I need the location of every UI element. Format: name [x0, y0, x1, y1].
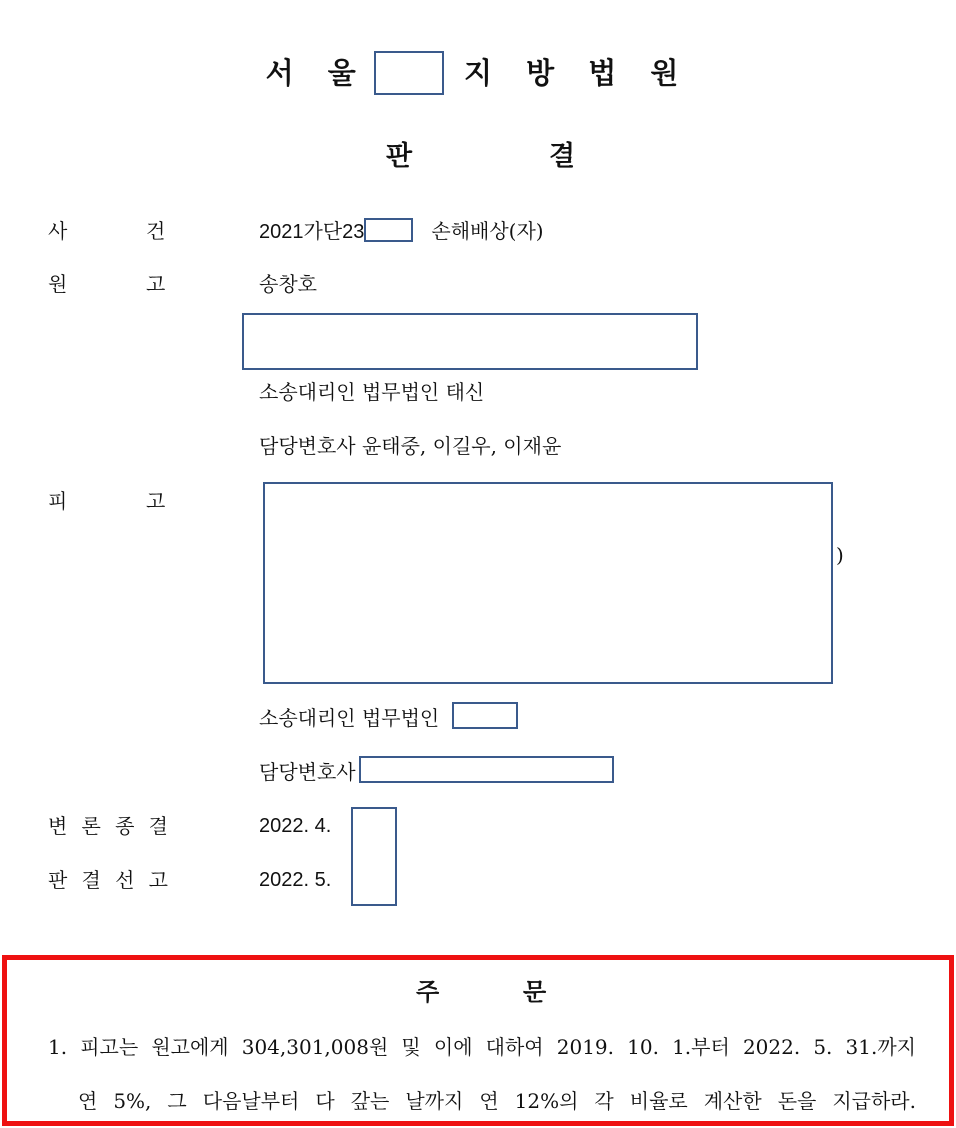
order-line-2: 연 5%, 그 다음날부터 다 갚는 날까지 연 12%의 각 비율로 계산한 돈을 지급하라.: [78, 1089, 916, 1113]
plaintiff-attorney: 소송대리인 법무법인 태신: [259, 380, 485, 404]
plaintiff-label-left: 원: [48, 272, 68, 296]
case-name: 손해배상(자): [431, 219, 544, 243]
closing-label-char: 변: [48, 814, 68, 838]
verdict-label-char: 선: [115, 868, 135, 892]
court-name-prefix: 서 울: [265, 56, 368, 90]
case-label-left: 사: [48, 219, 68, 243]
defendant-attorney-label: 소송대리인 법무법인: [259, 706, 440, 730]
case-value: [259, 217, 544, 246]
plaintiff-name: 송창호: [259, 272, 317, 296]
verdict-label-char: 판: [48, 868, 68, 892]
order-line-1: 1. 피고는 원고에게 304,301,008원 및 이에 대하여 2019. 10. 1.부터 2022. 5. 31.까지: [48, 1035, 916, 1059]
defendant-lawyers: [259, 756, 614, 786]
closing-label-char: 종: [115, 814, 135, 838]
court-name: [0, 48, 956, 98]
defendant-label-left: 피: [48, 489, 68, 513]
case-number-redaction: [364, 218, 413, 242]
verdict-date-value: 2022. 5.: [259, 869, 332, 891]
verdict-label-char: 고: [148, 868, 168, 892]
order-title-left: 주: [416, 978, 440, 1006]
closing-label-char: 결: [148, 814, 168, 838]
plaintiff-label-right: 고: [146, 272, 166, 296]
defendant-closing-paren: ): [836, 543, 844, 567]
court-name-redaction: [374, 51, 444, 95]
defendant-label-right: 고: [146, 489, 166, 513]
closing-date-value: 2022. 4.: [259, 815, 332, 837]
defendant-lawyers-redaction: [359, 756, 614, 783]
defendant-info-redaction: [263, 482, 833, 684]
doc-title-right: 결: [549, 141, 576, 172]
defendant-lawyers-label: 담당변호사: [259, 760, 356, 784]
doc-title-left: 판: [386, 141, 413, 172]
verdict-label-char: 결: [81, 868, 101, 892]
case-number-prefix: 2021가단23: [259, 221, 365, 243]
case-label-right: 건: [146, 219, 166, 243]
defendant-firm-redaction: [452, 702, 518, 729]
closing-label-char: 론: [81, 814, 101, 838]
verdict-date-label: [48, 866, 168, 894]
order-title-right: 문: [523, 978, 547, 1006]
court-name-suffix: 지 방 법 원: [463, 56, 691, 90]
plaintiff-address-redaction: [242, 313, 698, 370]
defendant-attorney: [259, 702, 518, 732]
date-day-redaction: [351, 807, 397, 906]
closing-date-label: [48, 812, 168, 840]
plaintiff-lawyers: 담당변호사 윤태중, 이길우, 이재윤: [259, 434, 562, 458]
